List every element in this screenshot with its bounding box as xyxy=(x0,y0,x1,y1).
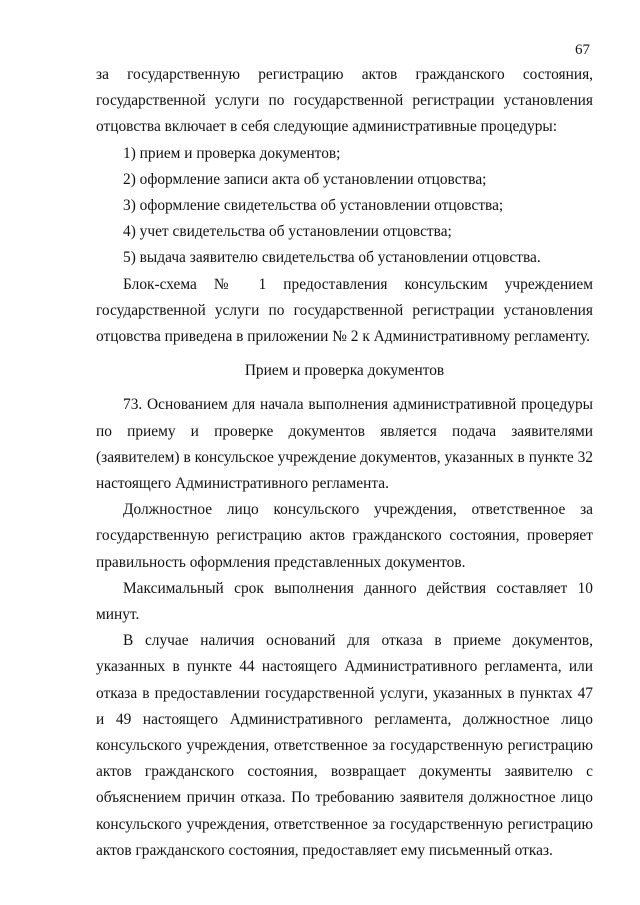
list-item: 2) оформление записи акта об установлении отцовства; xyxy=(123,170,487,188)
document-body xyxy=(96,62,593,864)
list-item: 5) выдача заявителю свидетельства об установлении отцовства. xyxy=(123,249,541,267)
list-item: 1) прием и проверка документов; xyxy=(123,144,341,162)
paragraph-refusal: В случае наличия оснований для отказа в приеме документов, указанных в пункте 44 настоящего Административного регламента, или отказа в предоставлении государственной услуги, указанных в пунктах 47 и 49 настоящего Административного регламента, должностное лицо консульского учреждения, ответственное за государственную регистрацию актов гражданского состояния, возвращает документы заявителю с объяснением причин отказа. По требованию заявителя должностное лицо консульского учреждения, ответственное за государственную регистрацию актов гражданского состояния, предоставляет ему письменный отказ. xyxy=(96,632,593,859)
list-item: 4) учет свидетельства об установлении отцовства; xyxy=(123,223,452,241)
paragraph-official: Должностное лицо консульского учреждения, ответственное за государственную регистрацию актов гражданского состояния, проверяет правильность оформления представленных документов. xyxy=(96,501,593,571)
paragraph-block-scheme: Блок-схема № 1 предоставления консульским учреждением государственной услуги по государственной регистрации установления отцовства приведена в приложении № 2 к Административному регламенту. xyxy=(96,275,593,346)
paragraph-max-time: Максимальный срок выполнения данного действия составляет 10 минут. xyxy=(96,579,593,624)
paragraph-73: 73. Основанием для начала выполнения административной процедуры по приему и проверке документов является подача заявителями (заявителем) в консульское учреждение документов, указанных в пункте 32 настоящего Административного регламента. xyxy=(96,396,593,493)
paragraph-intro: за государственную регистрацию актов гражданского состояния, государственной услуги по государственной регистрации установления отцовства включает в себя следующие административные процедуры: xyxy=(96,66,593,136)
list-item: 3) оформление свидетельства об установлении отцовства; xyxy=(123,197,504,215)
section-heading: Прием и проверка документов xyxy=(244,362,445,380)
page-number: 67 xyxy=(575,42,590,58)
